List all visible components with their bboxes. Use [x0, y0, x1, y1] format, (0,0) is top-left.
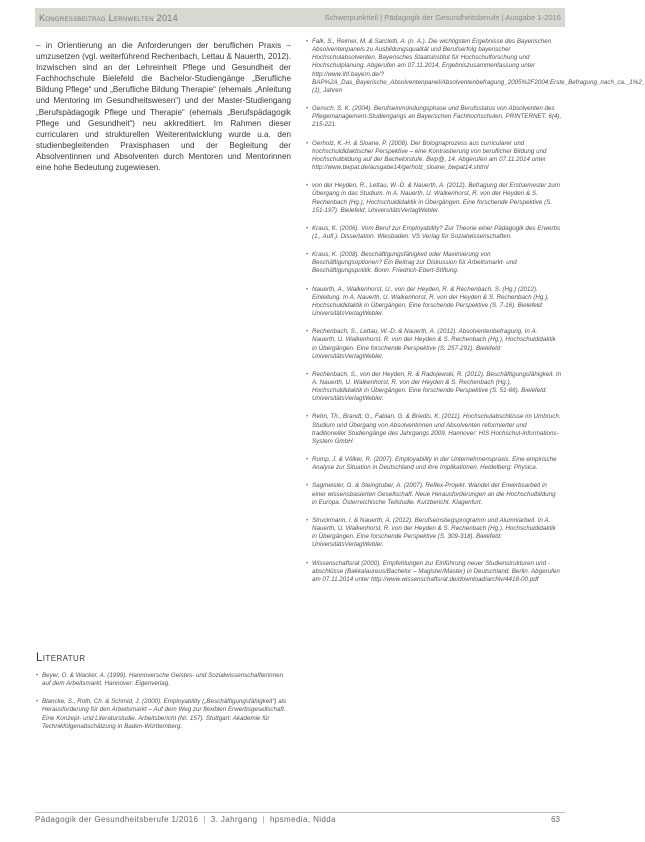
footer-rule	[35, 812, 565, 813]
reference-text: von der Heyden, R., Lettau, W.-D. & Nauerth, A. (2012). Befragung der Erstsemester zum Übergang in das Studium. In A. Nauerth, U. Walkenhorst, R. von der Heyden & S. Rechenbach (Hg.), Hochschuldidaktik in Übergängen. Eine forschende Perspektive (S. 151-197). Bielefeld: UniversitätsVerlagWebler.	[312, 182, 560, 214]
reference-item: • Beyer, O. & Wacker, A. (1999). Hannoversche Geistes- und Sozialwissenschaftlerinnen auf dem Arbeitsmarkt. Hannover: Eigenverlag.	[36, 672, 284, 688]
reference-item: • Rehn, Th., Brandt, G., Fabian, G. & Briedis, K. (2011). Hochschulabschlüsse im Umbruch. Studium und Übergang von Absolventinnen und Absolventen reformierter und traditioneller Studiengänge des Jahrgangs 2009. Hannover: HIS Hochschul-Informations-System GmbH.	[306, 413, 561, 445]
reference-item: • Nauerth, A., Walkenhorst, U., von der Heyden, R. & Rechenbach, S. (Hg.) (2012). Einleitung. In A. Nauerth, U. Walkenhorst, R. von der Heyden & S. Rechenbach (Hg.), Hochschuldidaktik in Übergängen. Eine forschende Perspektive (S. 7-16). Bielefeld: UniversitätsVerlagWebler.	[306, 285, 549, 318]
reference-text: Struckmann, I. & Nauerth, A. (2012). Berufseinstiegsprogramm und Alumniarbeit. In A. Nauerth, U. Walkenhorst, R. von der Heyden & S. Rechenbach (Hg.), Hochschuldidaktik in Übergängen. Eine forschende Perspektive (S. 309-318). Bielefeld: UniversitätsVerlagWebler.	[312, 516, 556, 549]
footer-info	[35, 815, 336, 824]
reference-text: Sagmeister, G. & Steingruber, A. (2007). Reflex-Projekt. Wandel der Erwerbsarbeit in einer wissensbasierten Gesellschaft. Neue Herausforderungen an die Hochschulbildung in Europa. Österreichische Teilstudie. Kurzbericht. Klagenfurt.	[312, 482, 556, 506]
running-header	[35, 8, 565, 27]
body-paragraph: – in Orientierung an die Anforderungen der beruflichen Praxis – umzusetzen (vgl. weiterführend Rechenbach, Lettau & Nauerth, 2012). Inzwischen sind an der Lehreinheit Pflege und Gesundheit der Fachhochschule Bielefeld die Bachelor-Studiengänge „Berufliche Bildung Pflege“ und „Berufliche Bildung Therapie“ (ehemals „Anleitung und Mentoring im Gesundheitswesen“) und der Master-Studiengang „Berufspädagogik Pflege und Therapie“ (ehemals „Berufspädagogik Pflege und Gesundheit“) neu akkreditiert. Im Rahmen dieser curricularen und strukturellen Weiterentwicklung wurde u.a. den studienbegleitenden Praxisphasen und der Begleitung der Absolventinnen und Absolventen durch Mentoren und Mentorinnen eine hohe Bedeutung zugewiesen.	[36, 41, 291, 173]
reference-item: • von der Heyden, R., Lettau, W.-D. & Nauerth, A. (2012). Befragung der Erstsemester zum Übergang in das Studium. In A. Nauerth, U. Walkenhorst, R. von der Heyden & S. Rechenbach (Hg.), Hochschuldidaktik in Übergängen. Eine forschende Perspektive (S. 151-197). Bielefeld: UniversitätsVerlagWebler.	[306, 182, 560, 214]
reference-text: Rechenbach, S., Lettau, W.-D. & Nauerth, A. (2012). Absolventenbefragung. In A. Nauerth, U. Walkenhorst, R. von der Heyden & S. Rechenbach (Hg.), Hochschuldidaktik in Übergängen. Eine forschende Perspektive (S. 257-291). Bielefeld: UniversitätsVerlagWebler.	[312, 328, 556, 360]
references-left-column	[36, 672, 291, 741]
reference-item: • Falk, S., Reimer, M. & Sarcletti, A. (o. A.). Die wichtigsten Ergebnisse des Bayerischen Absolventenpanels zu Ausbildungsqualität und Berufserfolg bayerischer Hochschulabsolventen. Bayerisches Staatsinstitut für Hochschulforschung und Hochschulplanung. Abgerufen am 07.11.2014, Ergebniszusammenfassung unter http://www.ihf.bayern.de/?BAP%2A_Das_Bayerische_Absolventenpanel/Absolventenbefragung_2005%2F2004:Erste_Befragung_nach_ca._1%2_ (1)_Jahren	[306, 38, 645, 94]
reference-item: • Gensch, S. K. (2004). Berufseinmündungsphase und Berufsstatus von Absolventen des Pflegemanagement-Studiengangs an Bayerischen Fachhochschulen. PRINTERNET, 6(4), 215-221.	[306, 105, 562, 129]
reference-text: Kraus, K. (2008). Beschäftigungsfähigkeit oder Maximierung von Beschäftigungsoptionen? Ein Beitrag zur Diskussion für Arbeitsmarkt- und Beschäftigungspolitik. Bonn: Friedrich-Ebert-Stiftung.	[312, 251, 517, 275]
reference-item: • Kraus, K. (2008). Beschäftigungsfähigkeit oder Maximierung von Beschäftigungsoptionen? Ein Beitrag zur Diskussion für Arbeitsmarkt- und Beschäftigungspolitik. Bonn: Friedrich-Ebert-Stiftung.	[306, 251, 517, 275]
body-column	[36, 40, 291, 173]
reference-item: • Rechenbach, S., von der Heyden, R. & Radojewski, R. (2012). Beschäftigungsfähigkeit. In A. Nauerth, U. Walkenhorst, R. von der Heyden & S. Rechenbach (Hg.), Hochschuldidaktik in Übergängen. Eine forschende Perspektive (S. 51-66). Bielefeld: UniversitätsVerlagWebler.	[306, 370, 562, 403]
reference-item: • Blancke, S., Roth, Ch. & Schmid, J. (2000). Employability („Beschäftigungsfähigkeit“) als Herausforderung für den Arbeitsmarkt – Auf dem Weg zur flexiblen Erwerbsgesellschaft. Eine Konzept- und Literaturstudie. Arbeitsbericht (Nr. 157). Stuttgart: Akademie für Technikfolgenabschätzung in Baden-Württemberg.	[36, 698, 287, 730]
reference-item: • Rump, J. & Völker, R. (2007). Employability in der Unternehmenspraxis. Eine empirische Analyse zur Situation in Deutschland und ihre Implikationen. Heidelberg: Physica.	[306, 456, 557, 472]
reference-text: Gerholz, K.-H. & Sloane, P. (2008). Der Bolognaprozess aus curricularer und hochschuldidaktischer Perspektive – eine Kontrastierung von beruflicher Bildung und Hochschulbildung auf der Bachelorstufe. Bwp@, 14. Abgerufen am 07.11.2014 unter http://www.bwpat.de/ausgabe14/gerholz_sloane_bwpat14.shtml	[312, 139, 547, 172]
reference-text: Nauerth, A., Walkenhorst, U., von der Heyden, R. & Rechenbach, S. (Hg.) (2012). Einleitung. In A. Nauerth, U. Walkenhorst, R. von der Heyden & S. Rechenbach (Hg.), Hochschuldidaktik in Übergängen. Eine forschende Perspektive (S. 7-16). Bielefeld: UniversitätsVerlagWebler.	[312, 285, 549, 318]
header-title: Kongressbeitrag Lernwelten 2014	[39, 12, 178, 23]
reference-item: • Sagmeister, G. & Steingruber, A. (2007). Reflex-Projekt. Wandel der Erwerbsarbeit in einer wissensbasierten Gesellschaft. Neue Herausforderungen an die Hochschulbildung in Europa. Österreichische Teilstudie. Kurzbericht. Klagenfurt.	[306, 482, 556, 506]
reference-text: Rump, J. & Völker, R. (2007). Employability in der Unternehmenspraxis. Eine empirische Analyse zur Situation in Deutschland und ihre Implikationen. Heidelberg: Physica.	[312, 456, 557, 472]
reference-text: Gensch, S. K. (2004). Berufseinmündungsphase und Berufsstatus von Absolventen des Pflegemanagement-Studiengangs an Bayerischen Fachhochschulen. PRINTERNET, 6(4), 215-221.	[312, 105, 562, 129]
reference-item: • Rechenbach, S., Lettau, W.-D. & Nauerth, A. (2012). Absolventenbefragung. In A. Nauerth, U. Walkenhorst, R. von der Heyden & S. Rechenbach (Hg.), Hochschuldidaktik in Übergängen. Eine forschende Perspektive (S. 257-291). Bielefeld: UniversitätsVerlagWebler.	[306, 328, 556, 360]
reference-item: • Struckmann, I. & Nauerth, A. (2012). Berufseinstiegsprogramm und Alumniarbeit. In A. Nauerth, U. Walkenhorst, R. von der Heyden & S. Rechenbach (Hg.), Hochschuldidaktik in Übergängen. Eine forschende Perspektive (S. 309-318). Bielefeld: UniversitätsVerlagWebler.	[306, 516, 556, 549]
reference-item: • Kraus, K. (2006). Vom Beruf zur Employability? Zur Theorie einer Pädagogik des Erwerbs (1., Aufl.). Dissertation. Wiesbaden: VS Verlag für Sozialwissenschaften.	[306, 224, 561, 240]
reference-text: Rechenbach, S., von der Heyden, R. & Radojewski, R. (2012). Beschäftigungsfähigkeit. In A. Nauerth, U. Walkenhorst, R. von der Heyden & S. Rechenbach (Hg.), Hochschuldidaktik in Übergängen. Eine forschende Perspektive (S. 51-66). Bielefeld: UniversitätsVerlagWebler.	[312, 370, 562, 403]
footer-separator: |	[203, 815, 206, 824]
reference-text: Beyer, O. & Wacker, A. (1999). Hannoversche Geistes- und Sozialwissenschaftlerinnen auf dem Arbeitsmarkt. Hannover: Eigenverlag.	[42, 672, 284, 688]
reference-text: Wissenschaftsrat (2000). Empfehlungen zur Einführung neuer Studienstrukturen und -abschlüsse (Bakkalaureus/Bachelor – Magister/Master) in Deutschland. Berlin. Abgerufen am 07.11.2014 unter http://www.wissenschaftsrat.de/download/archiv/4418-00.pdf	[312, 559, 560, 583]
reference-text: Kraus, K. (2006). Vom Beruf zur Employability? Zur Theorie einer Pädagogik des Erwerbs (1., Aufl.). Dissertation. Wiesbaden: VS Verlag für Sozialwissenschaften.	[312, 224, 561, 240]
reference-text: Blancke, S., Roth, Ch. & Schmid, J. (2000). Employability („Beschäftigungsfähigkeit“) als Herausforderung für den Arbeitsmarkt – Auf dem Weg zur flexiblen Erwerbsgesellschaft. Eine Konzept- und Literaturstudie. Arbeitsbericht (Nr. 157). Stuttgart: Akademie für Technikfolgenabschätzung in Baden-Württemberg.	[42, 698, 287, 730]
footer-year: 3. Jahrgang	[210, 815, 258, 824]
footer-journal: Pädagogik der Gesundheitsberufe 1/2016	[35, 815, 199, 824]
references-right-column	[306, 38, 645, 594]
reference-text: Rehn, Th., Brandt, G., Fabian, G. & Briedis, K. (2011). Hochschulabschlüsse im Umbruch. Studium und Übergang von Absolventinnen und Absolventen reformierter und traditioneller Studiengänge des Jahrgangs 2009. Hannover: HIS Hochschul-Informations-System GmbH.	[312, 413, 561, 445]
literature-heading: Literatur	[36, 652, 86, 664]
reference-item: • Gerholz, K.-H. & Sloane, P. (2008). Der Bolognaprozess aus curricularer und hochschuldidaktischer Perspektive – eine Kontrastierung von beruflicher Bildung und Hochschulbildung auf der Bachelorstufe. Bwp@, 14. Abgerufen am 07.11.2014 unter http://www.bwpat.de/ausgabe14/gerholz_sloane_bwpat14.shtml	[306, 139, 547, 172]
reference-text: Falk, S., Reimer, M. & Sarcletti, A. (o. A.). Die wichtigsten Ergebnisse des Bayerischen Absolventenpanels zu Ausbildungsqualität und Berufserfolg bayerischer Hochschulabsolventen. Bayerisches Staatsinstitut für Hochschulforschung und Hochschulplanung. Abgerufen am 07.11.2014, Ergebniszusammenfassung unter http://www.ihf.bayern.de/?BAP%2A_Das_Bayerische_Absolventenpanel/Absolventenbefragung_2005%2F2004:Erste_Befragung_nach_ca._1%2_ (1)_Jahren	[312, 38, 645, 94]
page-number: 63	[551, 815, 560, 824]
footer-separator: |	[262, 815, 265, 824]
footer-publisher: hpsmedia, Nidda	[269, 815, 336, 824]
header-section: Schwerpunktteil | Pädagogik der Gesundheitsberufe | Ausgabe 1-2016	[324, 13, 561, 22]
reference-item: • Wissenschaftsrat (2000). Empfehlungen zur Einführung neuer Studienstrukturen und -abschlüsse (Bakkalaureus/Bachelor – Magister/Master) in Deutschland. Berlin. Abgerufen am 07.11.2014 unter http://www.wissenschaftsrat.de/download/archiv/4418-00.pdf	[306, 559, 560, 583]
